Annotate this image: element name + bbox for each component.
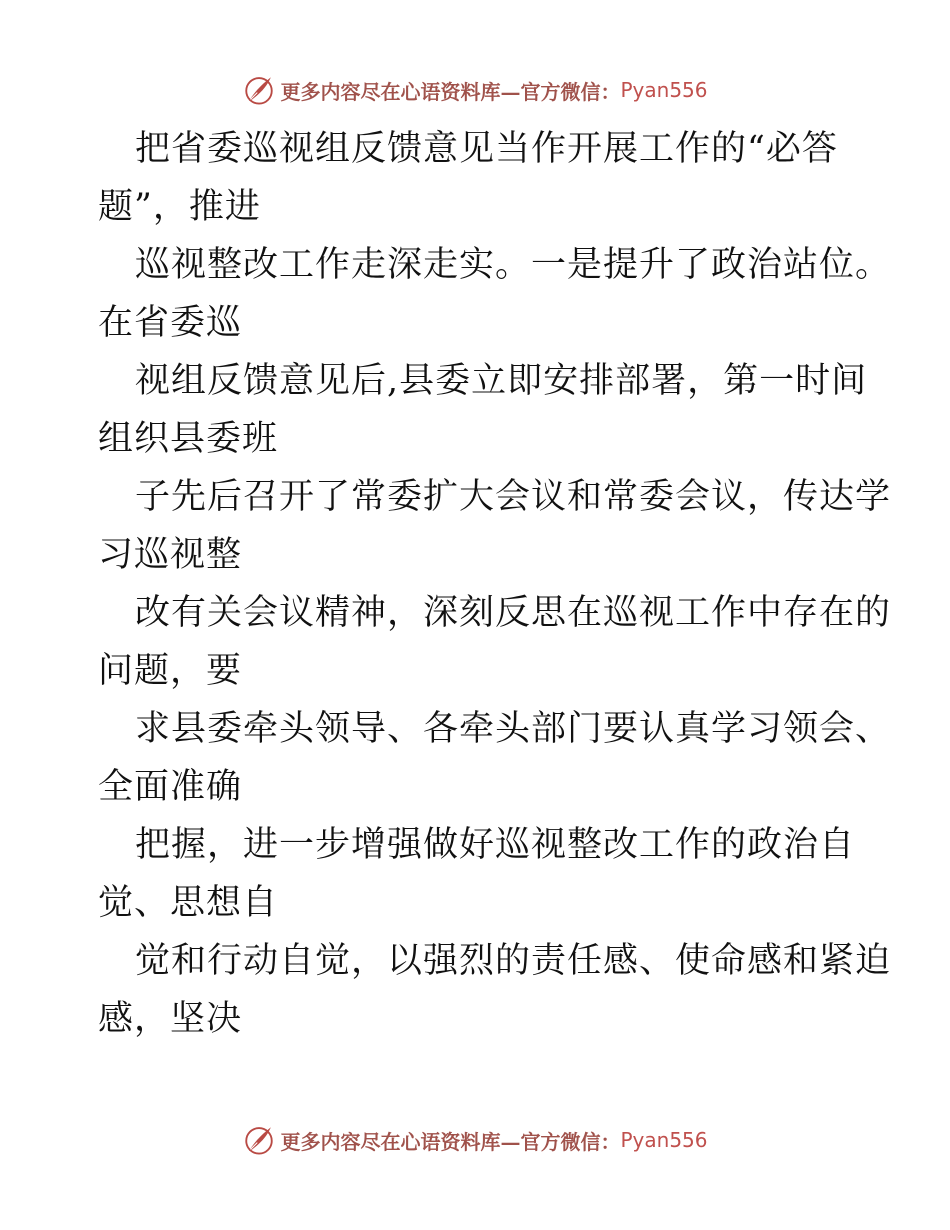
text-line: 在省委巡	[98, 303, 243, 343]
watermark-handle: Pyan556	[620, 78, 708, 102]
watermark-text: 更多内容尽在心语资料库—官方微信：	[280, 1129, 621, 1154]
text-line: 题”，推进	[98, 187, 261, 227]
text-line: 子先后召开了常委扩大会议和常委会议，传达学	[135, 477, 892, 517]
document-body	[98, 120, 892, 1048]
text-line: 问题，要	[98, 651, 243, 691]
watermark-text: 更多内容尽在心语资料库—官方微信：	[280, 79, 621, 104]
text-line: 全面准确	[98, 767, 243, 807]
text-line: 求县委牵头领导、各牵头部门要认真学习领会、	[135, 709, 892, 749]
text-line: 组织县委班	[98, 419, 279, 459]
text-line: 习巡视整	[98, 535, 243, 575]
header-watermark	[0, 70, 950, 110]
watermark-handle: Pyan556	[620, 1128, 708, 1152]
text-line: 巡视整改工作走深走实。一是提升了政治站位。	[135, 245, 892, 285]
text-line: 把省委巡视组反馈意见当作开展工作的“必答	[135, 129, 838, 169]
text-line: 把握，进一步增强做好巡视整改工作的政治自	[135, 825, 856, 865]
text-line: 感，坚决	[98, 999, 243, 1039]
text-line: 视组反馈意见后,县委立即安排部署，第一时间	[135, 361, 868, 401]
text-line: 觉、思想自	[98, 883, 279, 923]
quill-pen-logo-icon	[242, 73, 276, 107]
footer-watermark	[0, 1120, 950, 1160]
quill-pen-logo-icon	[242, 1123, 276, 1157]
text-line: 觉和行动自觉，以强烈的责任感、使命感和紧迫	[135, 941, 892, 981]
text-line: 改有关会议精神，深刻反思在巡视工作中存在的	[135, 593, 892, 633]
